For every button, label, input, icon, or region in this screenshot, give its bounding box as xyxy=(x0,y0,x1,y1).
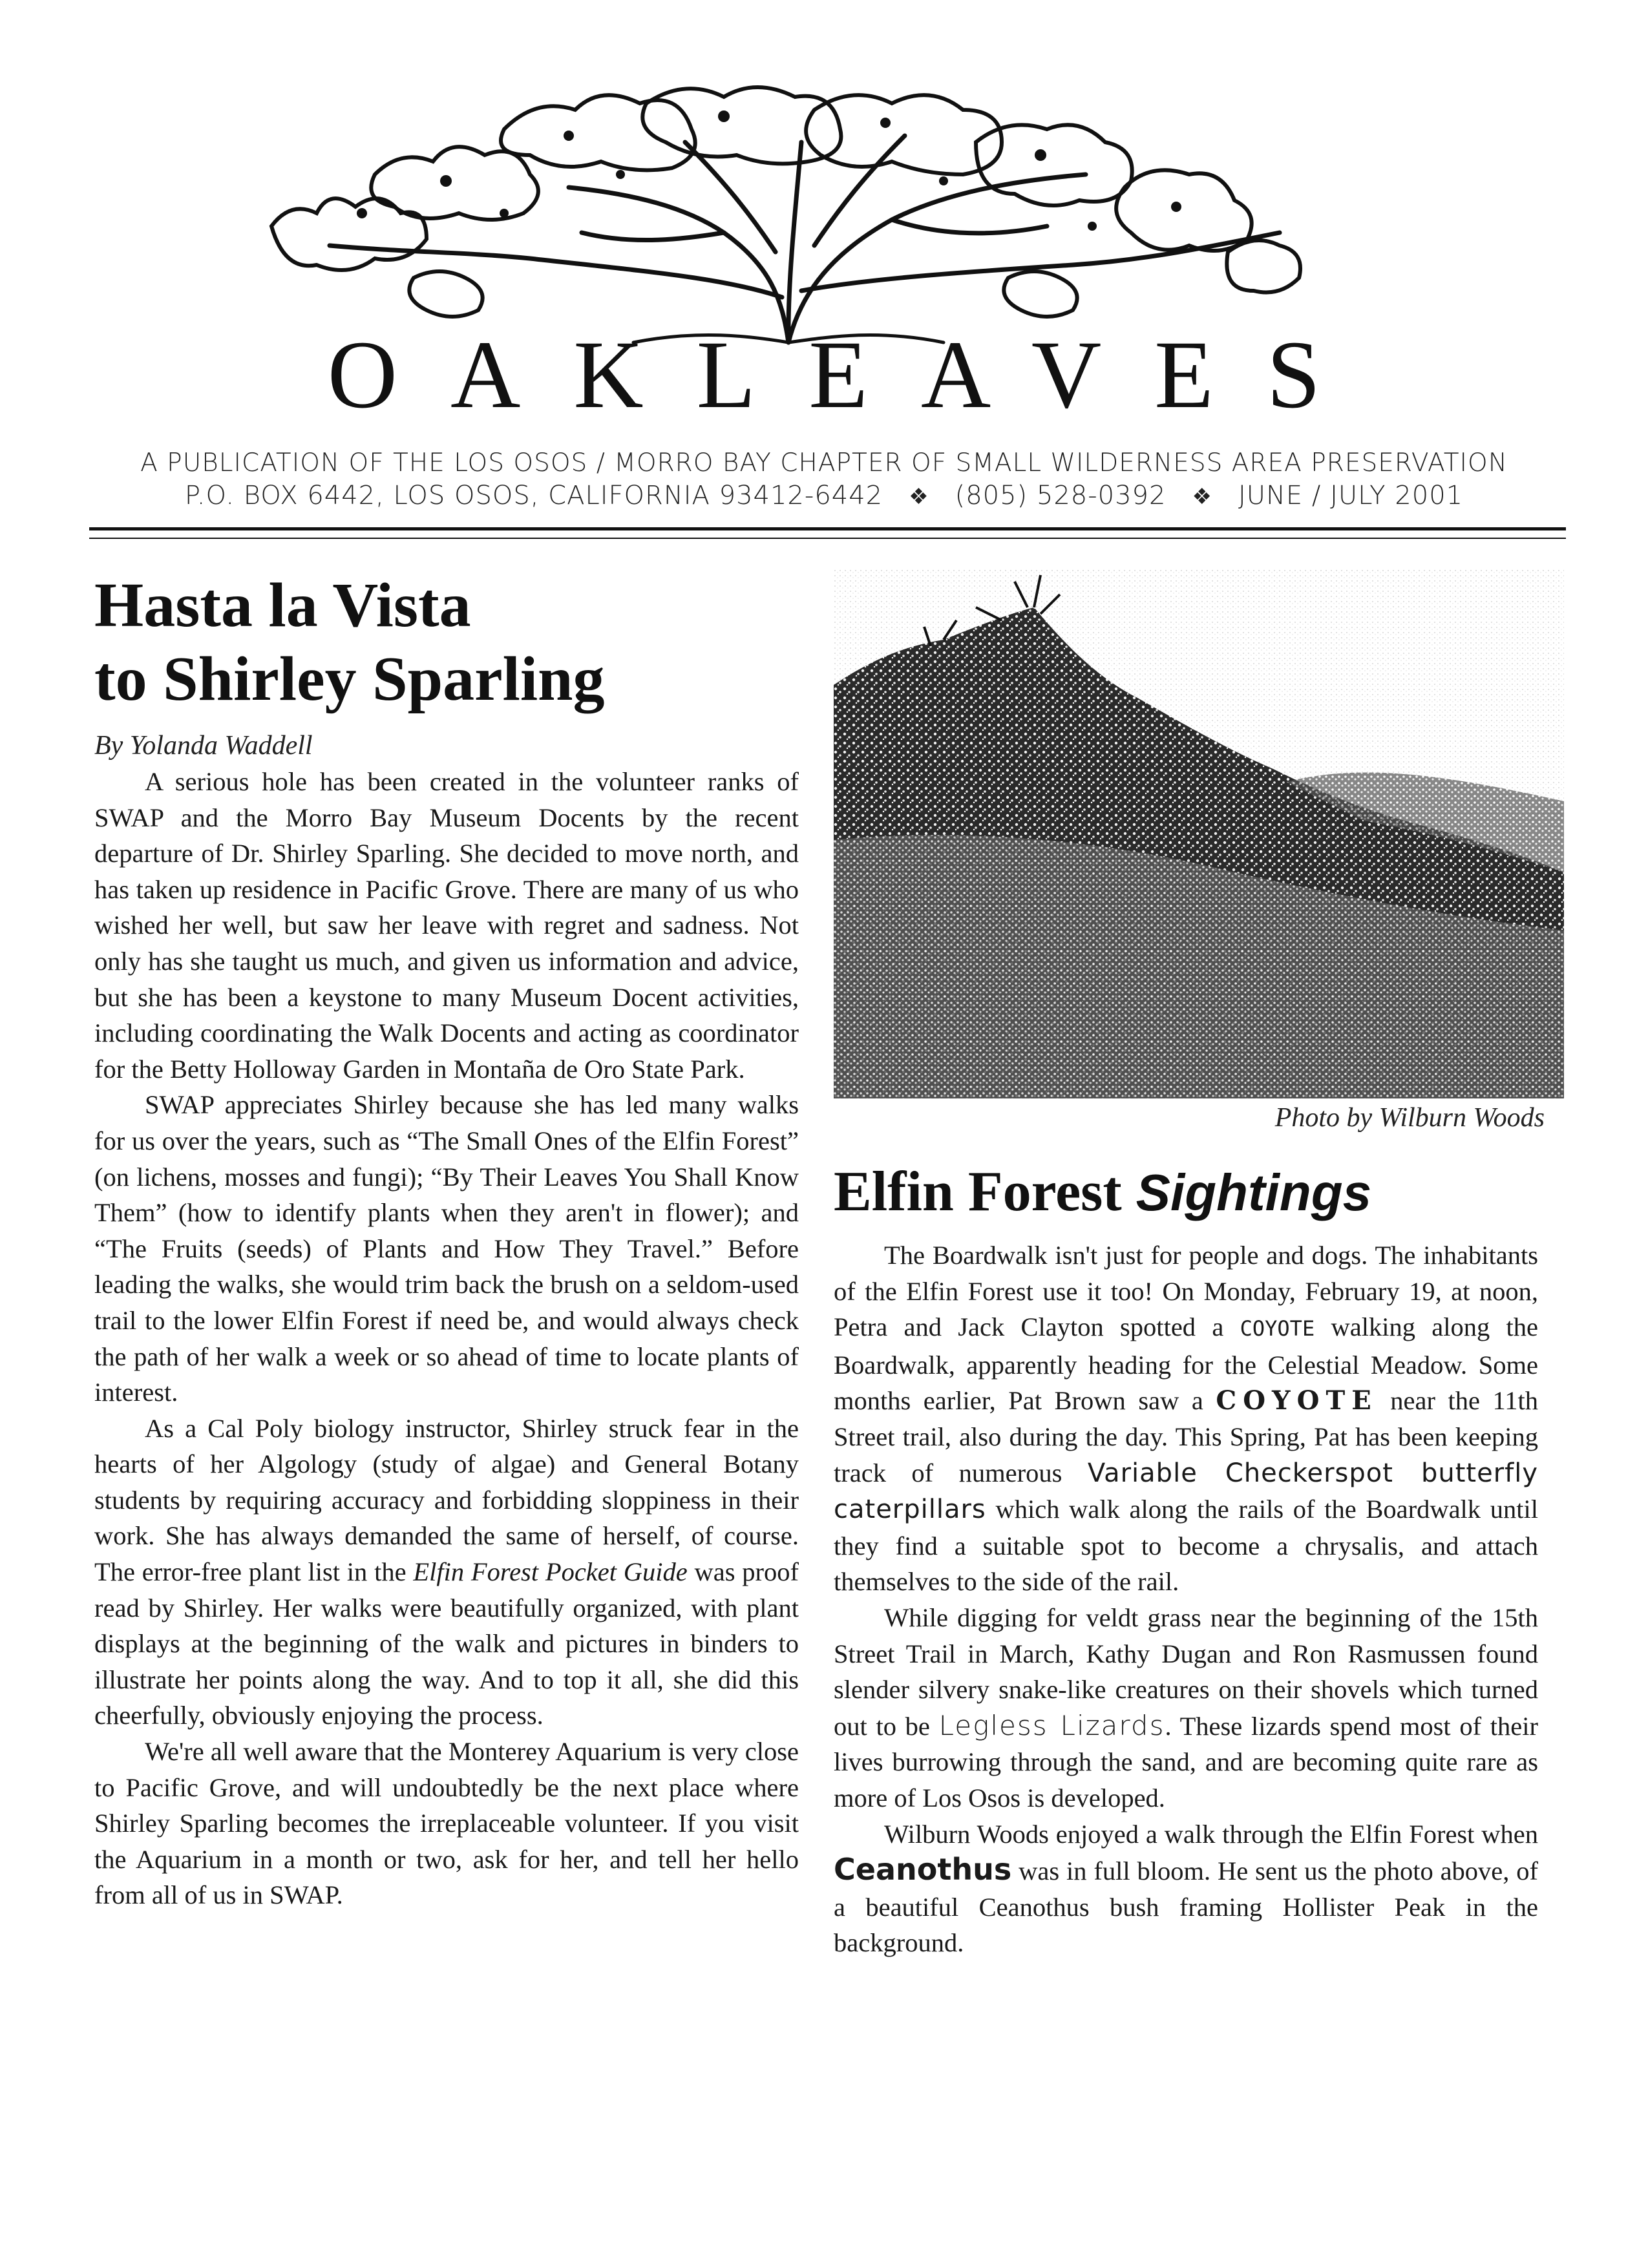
paragraph-text: was proof read by Shirley. Her walks were beautifully organized, with plant displays at the beginning of the walk and pictures in binders to illustrate her points along the way. And to top it all, she did this cheerfully, obviously enjoying the process. xyxy=(94,1557,799,1730)
paragraph-text: was in full bloom. He sent us the photo above, of a beautiful Ceanothus bush framing Hollister Peak in the background. xyxy=(834,1856,1539,1958)
masthead-title: OAKLEAVES xyxy=(327,321,1374,428)
legless-lizards-name: Legless Lizards xyxy=(938,1709,1165,1741)
ceanothus-name: Ceanothus xyxy=(834,1852,1012,1887)
paragraph-text: The Boardwalk isn't just for people and dogs. The inhabitants of the Elfin Forest use it too! On Monday, February 19, at noon, Petra and Jack Clayton spotted a xyxy=(834,1241,1538,1342)
paragraph xyxy=(94,1411,799,1734)
paragraph-text: near the 11th Street trail, also during the day. This Spring, Pat has been keeping track of numerous xyxy=(834,1386,1539,1487)
article-title-line2: to Shirley Sparling xyxy=(94,644,605,714)
address-line xyxy=(0,481,1648,510)
paragraph-text: As a Cal Poly biology instructor, Shirley struck fear in the hearts of her Algology (study of algae) and General Botany students by requiring accuracy and forbidding sloppiness in their work. She has always demanded the same of herself, of course. The error-free plant list in the xyxy=(94,1413,799,1587)
header-rule xyxy=(89,527,1566,530)
publication-line: A PUBLICATION OF THE LOS OSOS / MORRO BAY CHAPTER OF SMALL WILDERNESS AREA PRESERVATION xyxy=(140,448,1508,478)
article-title-line1: Hasta la Vista xyxy=(94,571,471,640)
article-title xyxy=(94,569,799,716)
ceanothus-photo xyxy=(834,569,1564,1098)
coyote-word: COYOTE xyxy=(1216,1385,1378,1416)
paragraph-text: . These lizards spend most of their lives burrowing through the sand, and are becoming quite rare as more of Los Osos is developed. xyxy=(834,1711,1538,1812)
article-elfin-forest-sightings xyxy=(834,1157,1538,1961)
address: P.O. BOX 6442, LOS OSOS, CALIFORNIA 93412-6442 xyxy=(184,481,883,510)
paragraph: We're all well aware that the Monterey Aquarium is very close to Pacific Grove, and will undoubtedly be the next place where Shirley Sparling becomes the irreplaceable volunteer. If you visit the Aquarium in a month or two, ask for her, and tell her hello from all of us in SWAP. xyxy=(94,1737,799,1910)
article-title-italic: Sightings xyxy=(1136,1164,1372,1221)
paragraph xyxy=(834,1237,1538,1600)
issue-date: JUNE / JULY 2001 xyxy=(1238,481,1464,510)
separator-icon: ❖ xyxy=(909,484,929,510)
paragraph-text: While digging for veldt grass near the beginning of the 15th Street Trail in March, Kathy Dugan and Ron Rasmussen found slender silvery snake-like creatures on their shovels which turned out to be xyxy=(834,1602,1538,1741)
phone: (805) 528-0392 xyxy=(955,481,1167,510)
oak-tree-icon xyxy=(233,84,1344,355)
photo-caption: Photo by Wilburn Woods xyxy=(1274,1103,1545,1133)
article-hasta-la-vista xyxy=(94,569,799,1913)
article-title-main: Elfin Forest xyxy=(834,1160,1122,1223)
article-title xyxy=(834,1157,1538,1228)
paragraph-text: Wilburn Woods enjoyed a walk through the Elfin Forest when xyxy=(884,1819,1538,1849)
butterfly-name: Variable Checkerspot butterfly caterpillars xyxy=(834,1458,1539,1525)
paragraph: A serious hole has been created in the volunteer ranks of SWAP and the Morro Bay Museum Docents by the recent departure of Dr. Shirley Sparling. She decided to move north, and has taken up residence in Pacific Grove. There are many of us who wished her well, but saw her leave with regret and sadness. Not only has she taught us much, and given us information and advice, but she has been a keystone to many Museum Docent activities, including coordinating the Walk Docents and acting as coordinator for the Betty Holloway Garden in Montaña de Oro State Park. xyxy=(94,767,799,1084)
byline: By Yolanda Waddell xyxy=(94,731,313,761)
paragraph-text: walking along the Boardwalk, apparently heading for the Celestial Meadow. Some months earlier, Pat Brown saw a xyxy=(834,1312,1539,1416)
coyote-word: COYOTE xyxy=(1240,1316,1315,1341)
paragraph-text: which walk along the rails of the Boardwalk until they find a suitable spot to become a chrysalis, and attach themselves to the side of the rail. xyxy=(834,1495,1538,1597)
header-rule-thin xyxy=(89,538,1566,539)
paragraph xyxy=(834,1816,1538,1961)
paragraph xyxy=(834,1600,1538,1816)
paragraph: SWAP appreciates Shirley because she has led many walks for us over the years, such as “The Small Ones of the Elfin Forest” (on lichens, mosses and fungi); “By Their Leaves You Shall Know Them” (how to identify plants when they aren't in flower); and “The Fruits (seeds) of Plants and How They Travel.” Before leading the walks, she would trim back the brush on a seldom-used trail to the lower Elfin Forest if need be, and would always check the path of her walk a week or so ahead of time to locate plants of interest. xyxy=(94,1090,799,1407)
book-title: Elfin Forest Pocket Guide xyxy=(413,1557,688,1587)
separator-icon: ❖ xyxy=(1192,484,1212,510)
